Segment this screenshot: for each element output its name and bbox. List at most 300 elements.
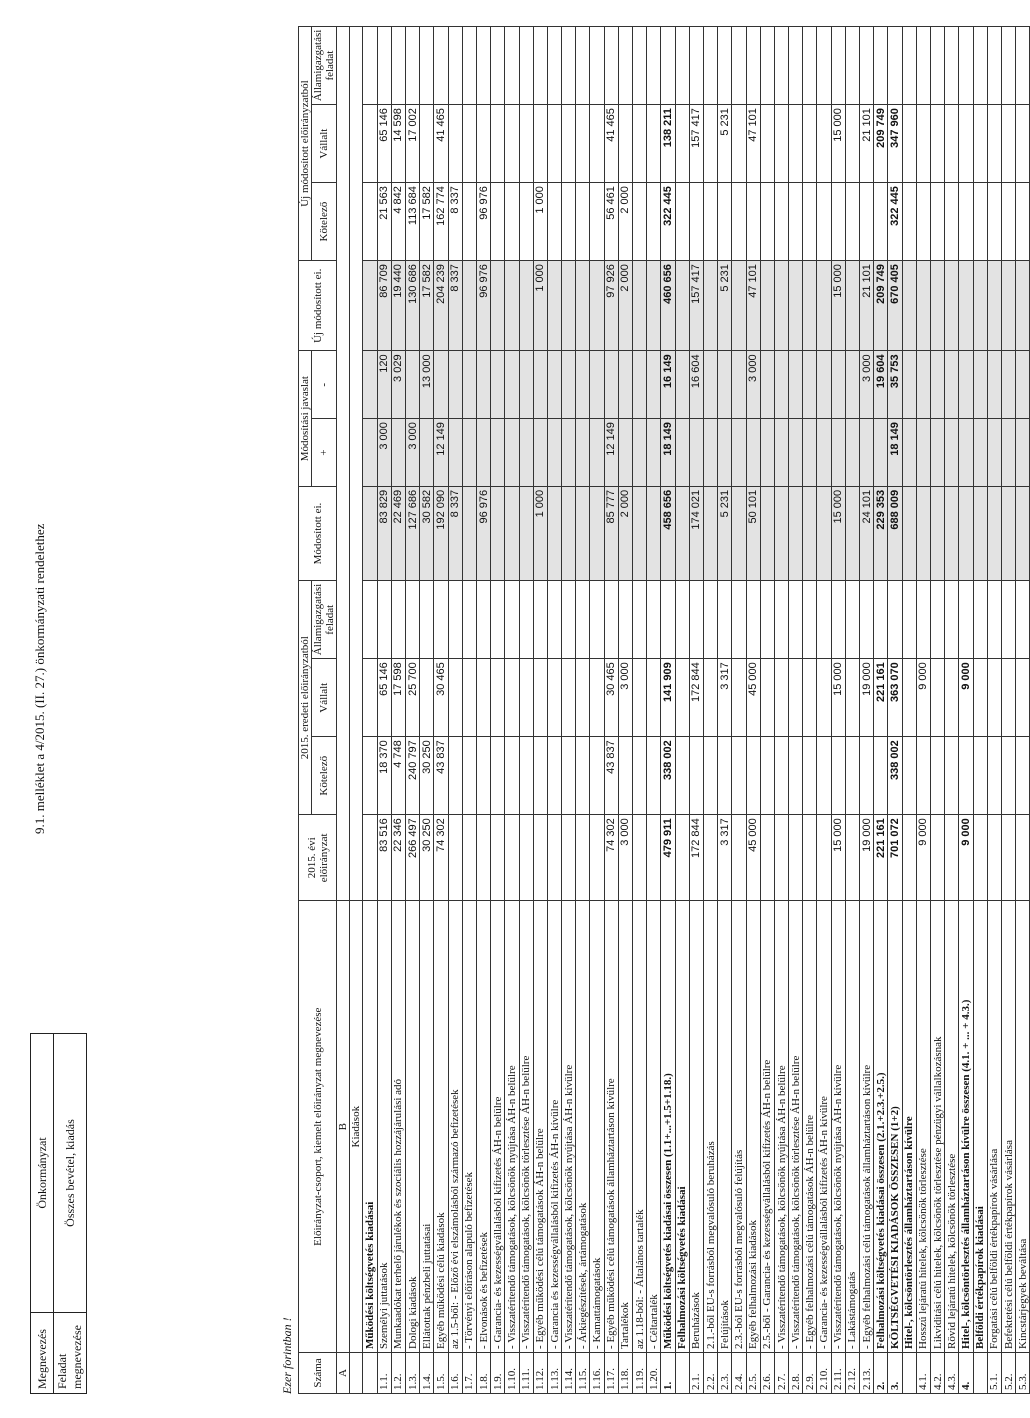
value-cell: 45 000 <box>746 815 760 901</box>
value-cell <box>703 419 717 487</box>
col-szama: Száma <box>299 1352 337 1393</box>
table-row <box>803 27 817 1394</box>
value-cell: 15 000 <box>831 815 845 901</box>
value-cell <box>945 351 959 419</box>
value-cell <box>746 419 760 487</box>
table-row <box>732 27 746 1394</box>
value-cell <box>860 183 874 261</box>
value-cell: 322 445 <box>888 183 902 261</box>
value-cell <box>505 351 519 419</box>
value-cell: 701 072 <box>888 815 902 901</box>
value-cell <box>1001 659 1015 737</box>
value-cell <box>547 419 561 487</box>
table-row <box>604 27 618 1394</box>
header-key: Feladat megnevezése <box>54 1313 87 1394</box>
kiadasok-label: Kiadások <box>350 901 363 1353</box>
empty-cell <box>462 27 476 105</box>
row-label: Működési költségvetés kiadásai összesen (1.1+...+1.5+1.18.) <box>661 901 675 1353</box>
value-cell <box>732 737 746 815</box>
value-cell <box>519 815 533 901</box>
value-cell: 3 317 <box>718 815 732 901</box>
row-label: Belföldi értékpapírok kiadásai <box>973 901 987 1353</box>
value-cell: 43 837 <box>434 737 448 815</box>
header-letters <box>337 27 350 1394</box>
value-cell <box>803 581 817 659</box>
value-cell: 1 000 <box>533 486 547 580</box>
value-cell <box>363 581 377 659</box>
value-cell <box>420 419 434 487</box>
row-label: - Visszatérítendő támogatások, kölcsönök törlesztése ÁH-n belülre <box>519 901 533 1353</box>
table-row <box>874 27 888 1394</box>
value-cell <box>860 419 874 487</box>
value-cell: 96 976 <box>476 183 490 261</box>
value-cell: 45 000 <box>746 659 760 737</box>
row-number: 1.19. <box>633 1352 647 1393</box>
value-cell <box>1016 815 1030 901</box>
row-label: 2.1.-ből EU-s forrásból megvalósuló beruházás <box>703 901 717 1353</box>
value-cell <box>959 419 973 487</box>
value-cell <box>448 105 462 183</box>
row-label: - Egyéb működési célú támogatások államháztartáson kívülre <box>604 901 618 1353</box>
row-number: 1.4. <box>420 1352 434 1393</box>
empty-cell <box>803 27 817 105</box>
value-cell <box>562 659 576 737</box>
value-cell <box>916 581 930 659</box>
value-cell: 15 000 <box>831 486 845 580</box>
row-label: Munkaadókat terhelő járulékok és szociális hozzájárulási adó <box>391 901 405 1353</box>
value-cell <box>1016 659 1030 737</box>
value-cell <box>647 737 661 815</box>
value-cell <box>618 351 632 419</box>
value-cell <box>476 659 490 737</box>
value-cell <box>689 737 703 815</box>
value-cell <box>406 581 420 659</box>
row-number: 2.8. <box>789 1352 803 1393</box>
row-label: 2.3.-ból EU-s forrásból megvalósuló felújítás <box>732 901 746 1353</box>
value-cell <box>519 261 533 351</box>
value-cell <box>675 105 689 183</box>
empty-cell <box>618 27 632 105</box>
empty-cell <box>576 27 590 105</box>
value-cell <box>916 351 930 419</box>
header-row-1 <box>299 27 312 1394</box>
empty-cell <box>845 27 859 105</box>
value-cell <box>633 105 647 183</box>
value-cell <box>945 183 959 261</box>
value-cell <box>633 351 647 419</box>
value-cell <box>760 183 774 261</box>
value-cell: 209 749 <box>874 261 888 351</box>
value-cell <box>703 737 717 815</box>
value-cell <box>987 581 1001 659</box>
row-number: 1.15. <box>576 1352 590 1393</box>
value-cell <box>647 351 661 419</box>
row-label: Felhalmozási költségvetés kiadásai összesen (2.1.+2.3.+2.5.) <box>874 901 888 1353</box>
col-uj-bol: Új módosított előirányzatból <box>299 27 312 261</box>
empty-cell <box>774 27 788 105</box>
table-row <box>519 27 533 1394</box>
value-cell <box>633 737 647 815</box>
row-label: Felújítások <box>718 901 732 1353</box>
value-cell: 113 684 <box>406 183 420 261</box>
value-cell: 83 516 <box>377 815 391 901</box>
value-cell <box>902 183 916 261</box>
value-cell <box>789 659 803 737</box>
value-cell <box>505 261 519 351</box>
value-cell <box>874 419 888 487</box>
row-label: Ellátottak pénzbeli juttatásai <box>420 901 434 1353</box>
value-cell <box>1016 581 1030 659</box>
value-cell <box>1016 486 1030 580</box>
value-cell <box>1001 183 1015 261</box>
empty-cell <box>860 27 874 105</box>
value-cell <box>803 183 817 261</box>
row-number: 1.11. <box>519 1352 533 1393</box>
value-cell <box>519 419 533 487</box>
value-cell <box>945 261 959 351</box>
value-cell <box>930 419 944 487</box>
value-cell: 3 000 <box>377 419 391 487</box>
table-row <box>888 27 902 1394</box>
value-cell <box>718 581 732 659</box>
value-cell <box>675 419 689 487</box>
value-cell <box>1001 105 1015 183</box>
value-cell <box>590 659 604 737</box>
row-label: - Törvényi előíráson alapuló befizetések <box>462 901 476 1353</box>
table-row <box>505 27 519 1394</box>
value-cell <box>1016 737 1030 815</box>
value-cell <box>973 261 987 351</box>
row-number: 1.20. <box>647 1352 661 1393</box>
col-eredeti: 2015. eredeti előirányzatból <box>299 581 312 815</box>
value-cell <box>363 183 377 261</box>
value-cell <box>1001 815 1015 901</box>
col-uj-kotelezo: Kötelező <box>312 183 337 261</box>
row-label: - Garancia- és kezességvállalásból kifizetés ÁH-n belülre <box>491 901 505 1353</box>
value-cell <box>916 105 930 183</box>
empty-cell <box>562 27 576 105</box>
value-cell <box>718 183 732 261</box>
table-row <box>675 27 689 1394</box>
value-cell <box>519 737 533 815</box>
value-cell: 65 146 <box>377 105 391 183</box>
value-cell <box>845 737 859 815</box>
value-cell <box>1016 419 1030 487</box>
row-number: 2.11. <box>831 1352 845 1393</box>
value-cell <box>987 737 1001 815</box>
value-cell <box>562 105 576 183</box>
row-number: 1.16. <box>590 1352 604 1393</box>
value-cell: 240 797 <box>406 737 420 815</box>
value-cell <box>448 581 462 659</box>
value-cell <box>1001 419 1015 487</box>
value-cell <box>462 581 476 659</box>
row-label: - Garancia- és kezességvállalásból kifizetés ÁH-n kívülre <box>817 901 831 1353</box>
value-cell: 1 000 <box>533 261 547 351</box>
value-cell: 50 101 <box>746 486 760 580</box>
value-cell <box>547 261 561 351</box>
table-row <box>661 27 675 1394</box>
value-cell: 3 029 <box>391 351 405 419</box>
value-cell <box>930 351 944 419</box>
value-cell <box>959 737 973 815</box>
value-cell <box>675 261 689 351</box>
value-cell: 338 002 <box>661 737 675 815</box>
value-cell <box>1001 737 1015 815</box>
empty-cell <box>434 27 448 105</box>
value-cell: 2 000 <box>618 486 632 580</box>
value-cell <box>774 261 788 351</box>
value-cell <box>533 105 547 183</box>
value-cell <box>1001 486 1015 580</box>
value-cell <box>448 351 462 419</box>
row-number: 2.4. <box>732 1352 746 1393</box>
value-cell <box>519 659 533 737</box>
value-cell <box>533 351 547 419</box>
value-cell <box>973 419 987 487</box>
value-cell <box>803 737 817 815</box>
value-cell: 83 829 <box>377 486 391 580</box>
row-number: 2. <box>874 1352 888 1393</box>
row-number: 4. <box>959 1352 973 1393</box>
row-label: Egyéb felhalmozási kiadások <box>746 901 760 1353</box>
value-cell: 221 161 <box>874 815 888 901</box>
value-cell: 96 976 <box>476 486 490 580</box>
value-cell <box>562 261 576 351</box>
value-cell <box>860 737 874 815</box>
empty-cell <box>604 27 618 105</box>
value-cell: 127 686 <box>406 486 420 580</box>
value-cell <box>760 815 774 901</box>
value-cell <box>547 659 561 737</box>
value-cell <box>817 659 831 737</box>
value-cell <box>732 351 746 419</box>
value-cell: 229 353 <box>874 486 888 580</box>
row-label: Kincstárjegyek beváltása <box>1016 901 1030 1353</box>
value-cell <box>845 815 859 901</box>
row-number: 5.2. <box>1001 1352 1015 1393</box>
value-cell <box>959 581 973 659</box>
value-cell <box>803 261 817 351</box>
value-cell <box>902 815 916 901</box>
value-cell <box>831 419 845 487</box>
value-cell <box>817 351 831 419</box>
value-cell <box>732 183 746 261</box>
empty-cell <box>406 27 420 105</box>
value-cell: 16 604 <box>689 351 703 419</box>
value-cell <box>831 351 845 419</box>
row-label: - Visszatérítendő támogatások, kölcsönök törlesztése ÁH-n belülre <box>789 901 803 1353</box>
value-cell: 21 563 <box>377 183 391 261</box>
row-label: Tartalékok <box>618 901 632 1353</box>
value-cell <box>462 815 476 901</box>
value-cell <box>959 183 973 261</box>
row-number: 2.10. <box>817 1352 831 1393</box>
table-row <box>377 27 391 1394</box>
empty-cell <box>391 27 405 105</box>
row-number: 5.1. <box>987 1352 1001 1393</box>
value-cell <box>732 105 746 183</box>
value-cell <box>987 486 1001 580</box>
empty-cell <box>647 27 661 105</box>
row-number: 1.5. <box>434 1352 448 1393</box>
empty-cell <box>1016 27 1030 105</box>
row-label: Hitel-, kölcsöntörlesztés államháztartáson kívülre összesen (4.1. + ... + 4.3.) <box>959 901 973 1353</box>
table-row <box>1016 27 1030 1394</box>
value-cell: 3 000 <box>860 351 874 419</box>
table-row <box>817 27 831 1394</box>
value-cell <box>647 105 661 183</box>
value-cell <box>590 419 604 487</box>
value-cell: 8 337 <box>448 183 462 261</box>
value-cell <box>732 419 746 487</box>
table-row <box>746 27 760 1394</box>
row-number: 4.3. <box>945 1352 959 1393</box>
value-cell <box>732 659 746 737</box>
value-cell <box>448 659 462 737</box>
value-cell: 85 777 <box>604 486 618 580</box>
value-cell: 41 465 <box>604 105 618 183</box>
row-label: Személyi juttatások <box>377 901 391 1353</box>
value-cell <box>987 659 1001 737</box>
value-cell <box>562 581 576 659</box>
value-cell <box>533 581 547 659</box>
empty-cell <box>703 27 717 105</box>
value-cell: 21 101 <box>860 261 874 351</box>
value-cell <box>817 815 831 901</box>
value-cell: 174 021 <box>689 486 703 580</box>
value-cell: 47 101 <box>746 261 760 351</box>
value-cell: 97 926 <box>604 261 618 351</box>
value-cell <box>973 351 987 419</box>
header-kiadasok <box>350 27 363 1394</box>
col-kotelezo: Kötelező <box>312 737 337 815</box>
value-cell <box>902 659 916 737</box>
value-cell <box>760 659 774 737</box>
row-number: 4.2. <box>930 1352 944 1393</box>
row-number: 1.7. <box>462 1352 476 1393</box>
table-row <box>647 27 661 1394</box>
value-cell <box>476 581 490 659</box>
value-cell <box>363 486 377 580</box>
value-cell <box>505 815 519 901</box>
value-cell <box>803 351 817 419</box>
empty-cell <box>363 27 377 105</box>
header-row <box>31 1034 54 1394</box>
value-cell: 30 465 <box>604 659 618 737</box>
value-cell <box>547 486 561 580</box>
value-cell <box>916 737 930 815</box>
value-cell <box>547 581 561 659</box>
value-cell <box>689 419 703 487</box>
value-cell <box>703 183 717 261</box>
value-cell <box>789 815 803 901</box>
value-cell <box>505 737 519 815</box>
value-cell <box>519 105 533 183</box>
value-cell <box>902 351 916 419</box>
value-cell <box>916 183 930 261</box>
header-row <box>54 1034 87 1394</box>
currency-note: Ezer forintban ! <box>280 1317 294 1394</box>
value-cell <box>377 581 391 659</box>
value-cell: 688 009 <box>888 486 902 580</box>
value-cell <box>562 737 576 815</box>
value-cell <box>945 581 959 659</box>
value-cell <box>462 737 476 815</box>
value-cell <box>618 419 632 487</box>
value-cell <box>845 105 859 183</box>
col-megnevezes: Előirányzat-csoport, kiemelt előirányzat megnevezése <box>299 901 337 1353</box>
value-cell <box>831 183 845 261</box>
table-row <box>448 27 462 1394</box>
empty-cell <box>930 27 944 105</box>
value-cell <box>590 737 604 815</box>
value-cell: 14 598 <box>391 105 405 183</box>
value-cell: 9 000 <box>959 659 973 737</box>
value-cell: 172 844 <box>689 659 703 737</box>
value-cell <box>476 815 490 901</box>
table-row <box>420 27 434 1394</box>
table-row <box>476 27 490 1394</box>
col-minus: - <box>312 351 337 419</box>
value-cell <box>633 815 647 901</box>
value-cell: 17 582 <box>420 261 434 351</box>
col-allamig: Államigazgatási feladat <box>312 581 337 659</box>
value-cell <box>633 581 647 659</box>
table-row <box>718 27 732 1394</box>
value-cell <box>760 419 774 487</box>
row-number: 2.6. <box>760 1352 774 1393</box>
value-cell <box>675 183 689 261</box>
table-row <box>959 27 973 1394</box>
value-cell <box>760 737 774 815</box>
value-cell <box>845 183 859 261</box>
value-cell: 4 748 <box>391 737 405 815</box>
value-cell: 25 700 <box>406 659 420 737</box>
value-cell <box>533 659 547 737</box>
empty-cell <box>760 27 774 105</box>
value-cell <box>675 815 689 901</box>
row-number: 1.14. <box>562 1352 576 1393</box>
value-cell: 19 440 <box>391 261 405 351</box>
table-row <box>491 27 505 1394</box>
value-cell: 19 000 <box>860 815 874 901</box>
row-label: - Egyéb felhalmozási célú támogatások ÁH-n belülre <box>803 901 817 1353</box>
value-cell <box>1001 261 1015 351</box>
value-cell <box>902 261 916 351</box>
value-cell <box>647 659 661 737</box>
value-cell <box>774 183 788 261</box>
table-row <box>760 27 774 1394</box>
value-cell <box>618 581 632 659</box>
value-cell <box>505 659 519 737</box>
value-cell: 204 239 <box>434 261 448 351</box>
table-row <box>930 27 944 1394</box>
value-cell <box>562 351 576 419</box>
value-cell: 458 656 <box>661 486 675 580</box>
value-cell <box>533 419 547 487</box>
table-row <box>987 27 1001 1394</box>
value-cell <box>760 105 774 183</box>
value-cell <box>845 351 859 419</box>
value-cell <box>576 183 590 261</box>
table-row <box>406 27 420 1394</box>
value-cell <box>959 351 973 419</box>
row-number: 1.1. <box>377 1352 391 1393</box>
empty-cell <box>817 27 831 105</box>
value-cell <box>476 737 490 815</box>
table-row <box>689 27 703 1394</box>
